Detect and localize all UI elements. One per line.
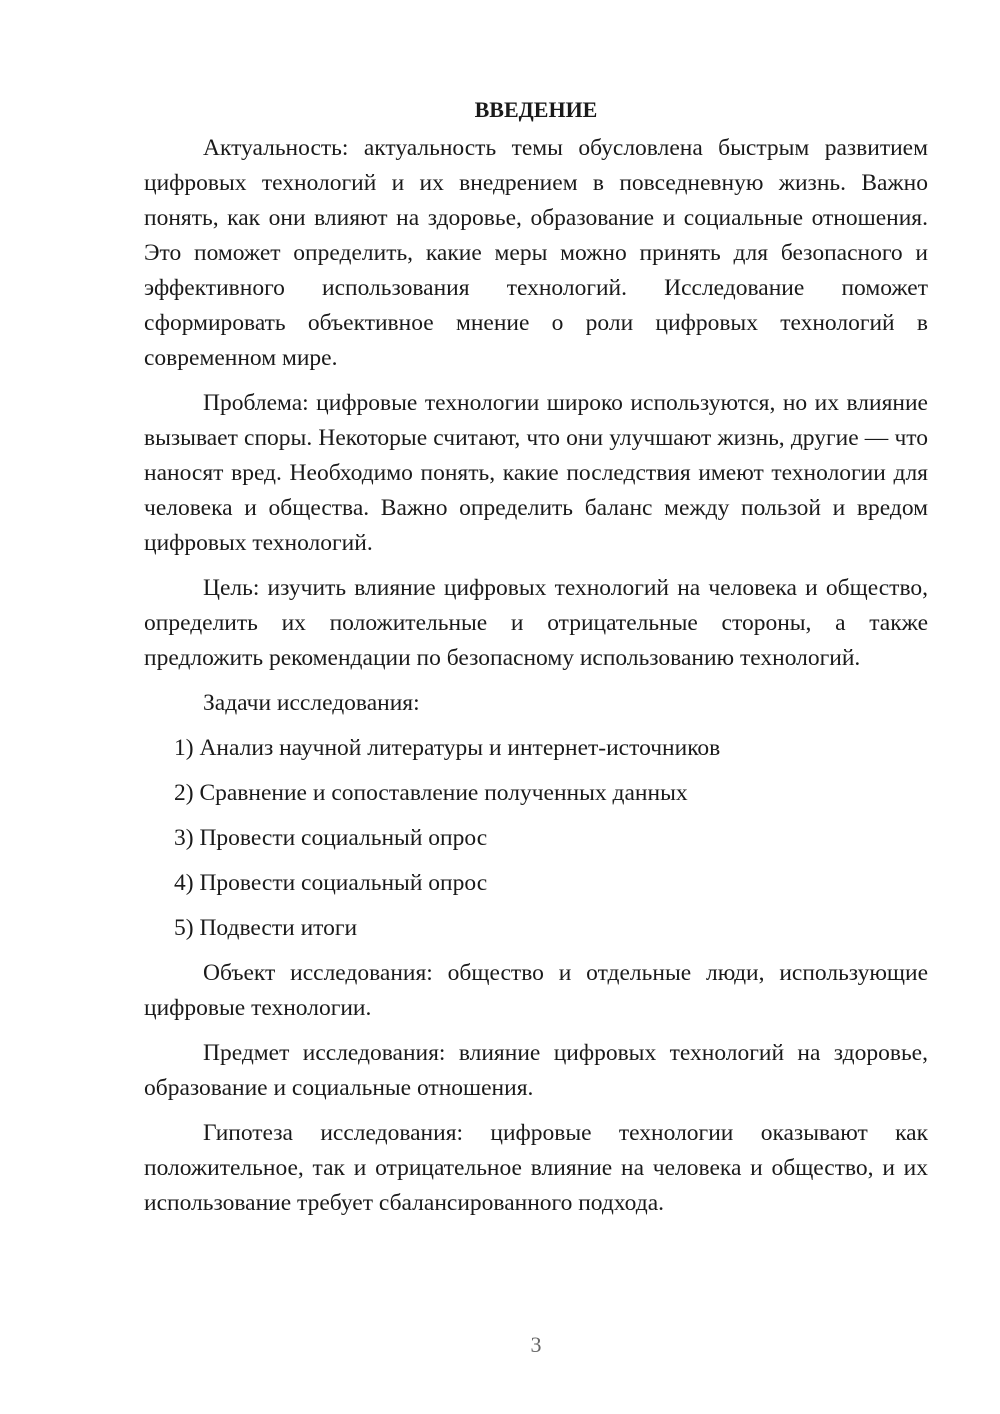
tasks-label: Задачи исследования: xyxy=(203,690,420,716)
paragraph-problem: Проблема: цифровые технологии широко используются, но их влияние вызывает споры. Некоторые считают, что они улучшают жизнь, другие — что наносят вред. Необходимо понять, какие последствия имеют технологии для человека и общества. Важно определить баланс между пользой и вредом цифровых технологий. xyxy=(144,390,928,556)
task-item: 4) Провести социальный опрос xyxy=(174,870,488,896)
page-number: 3 xyxy=(530,1332,542,1357)
paragraph-goal: Цель: изучить влияние цифровых технологий на человека и общество, определить их положительные и отрицательные стороны, а также предложить рекомендации по безопасному использованию технологий. xyxy=(144,575,928,671)
section-heading: ВВЕДЕНИЕ xyxy=(474,97,598,122)
paragraph-subject: Предмет исследования: влияние цифровых технологий на здоровье, образование и социальные отношения. xyxy=(144,1040,928,1101)
task-item: 1) Анализ научной литературы и интернет-источников xyxy=(174,735,721,761)
paragraph-object: Объект исследования: общество и отдельные люди, использующие цифровые технологии. xyxy=(144,960,928,1021)
task-item: 5) Подвести итоги xyxy=(174,915,358,941)
paragraph-hypothesis: Гипотеза исследования: цифровые технологии оказывают как положительное, так и отрицательное влияние на человека и общество, и их использование требует сбалансированного подхода. xyxy=(144,1120,928,1216)
paragraph-relevance: Актуальность: актуальность темы обусловлена быстрым развитием цифровых технологий и их внедрением в повседневную жизнь. Важно понять, как они влияют на здоровье, образование и социальные отношения. Это поможет определить, какие меры можно принять для безопасного и эффективного использования технологий. Исследование поможет сформировать объективное мнение о роли цифровых технологий в современном мире. xyxy=(144,135,928,371)
page-content xyxy=(144,92,928,1231)
task-item: 3) Провести социальный опрос xyxy=(174,825,488,851)
task-item: 2) Сравнение и сопоставление полученных данных xyxy=(174,780,688,806)
tasks-list xyxy=(144,731,928,946)
